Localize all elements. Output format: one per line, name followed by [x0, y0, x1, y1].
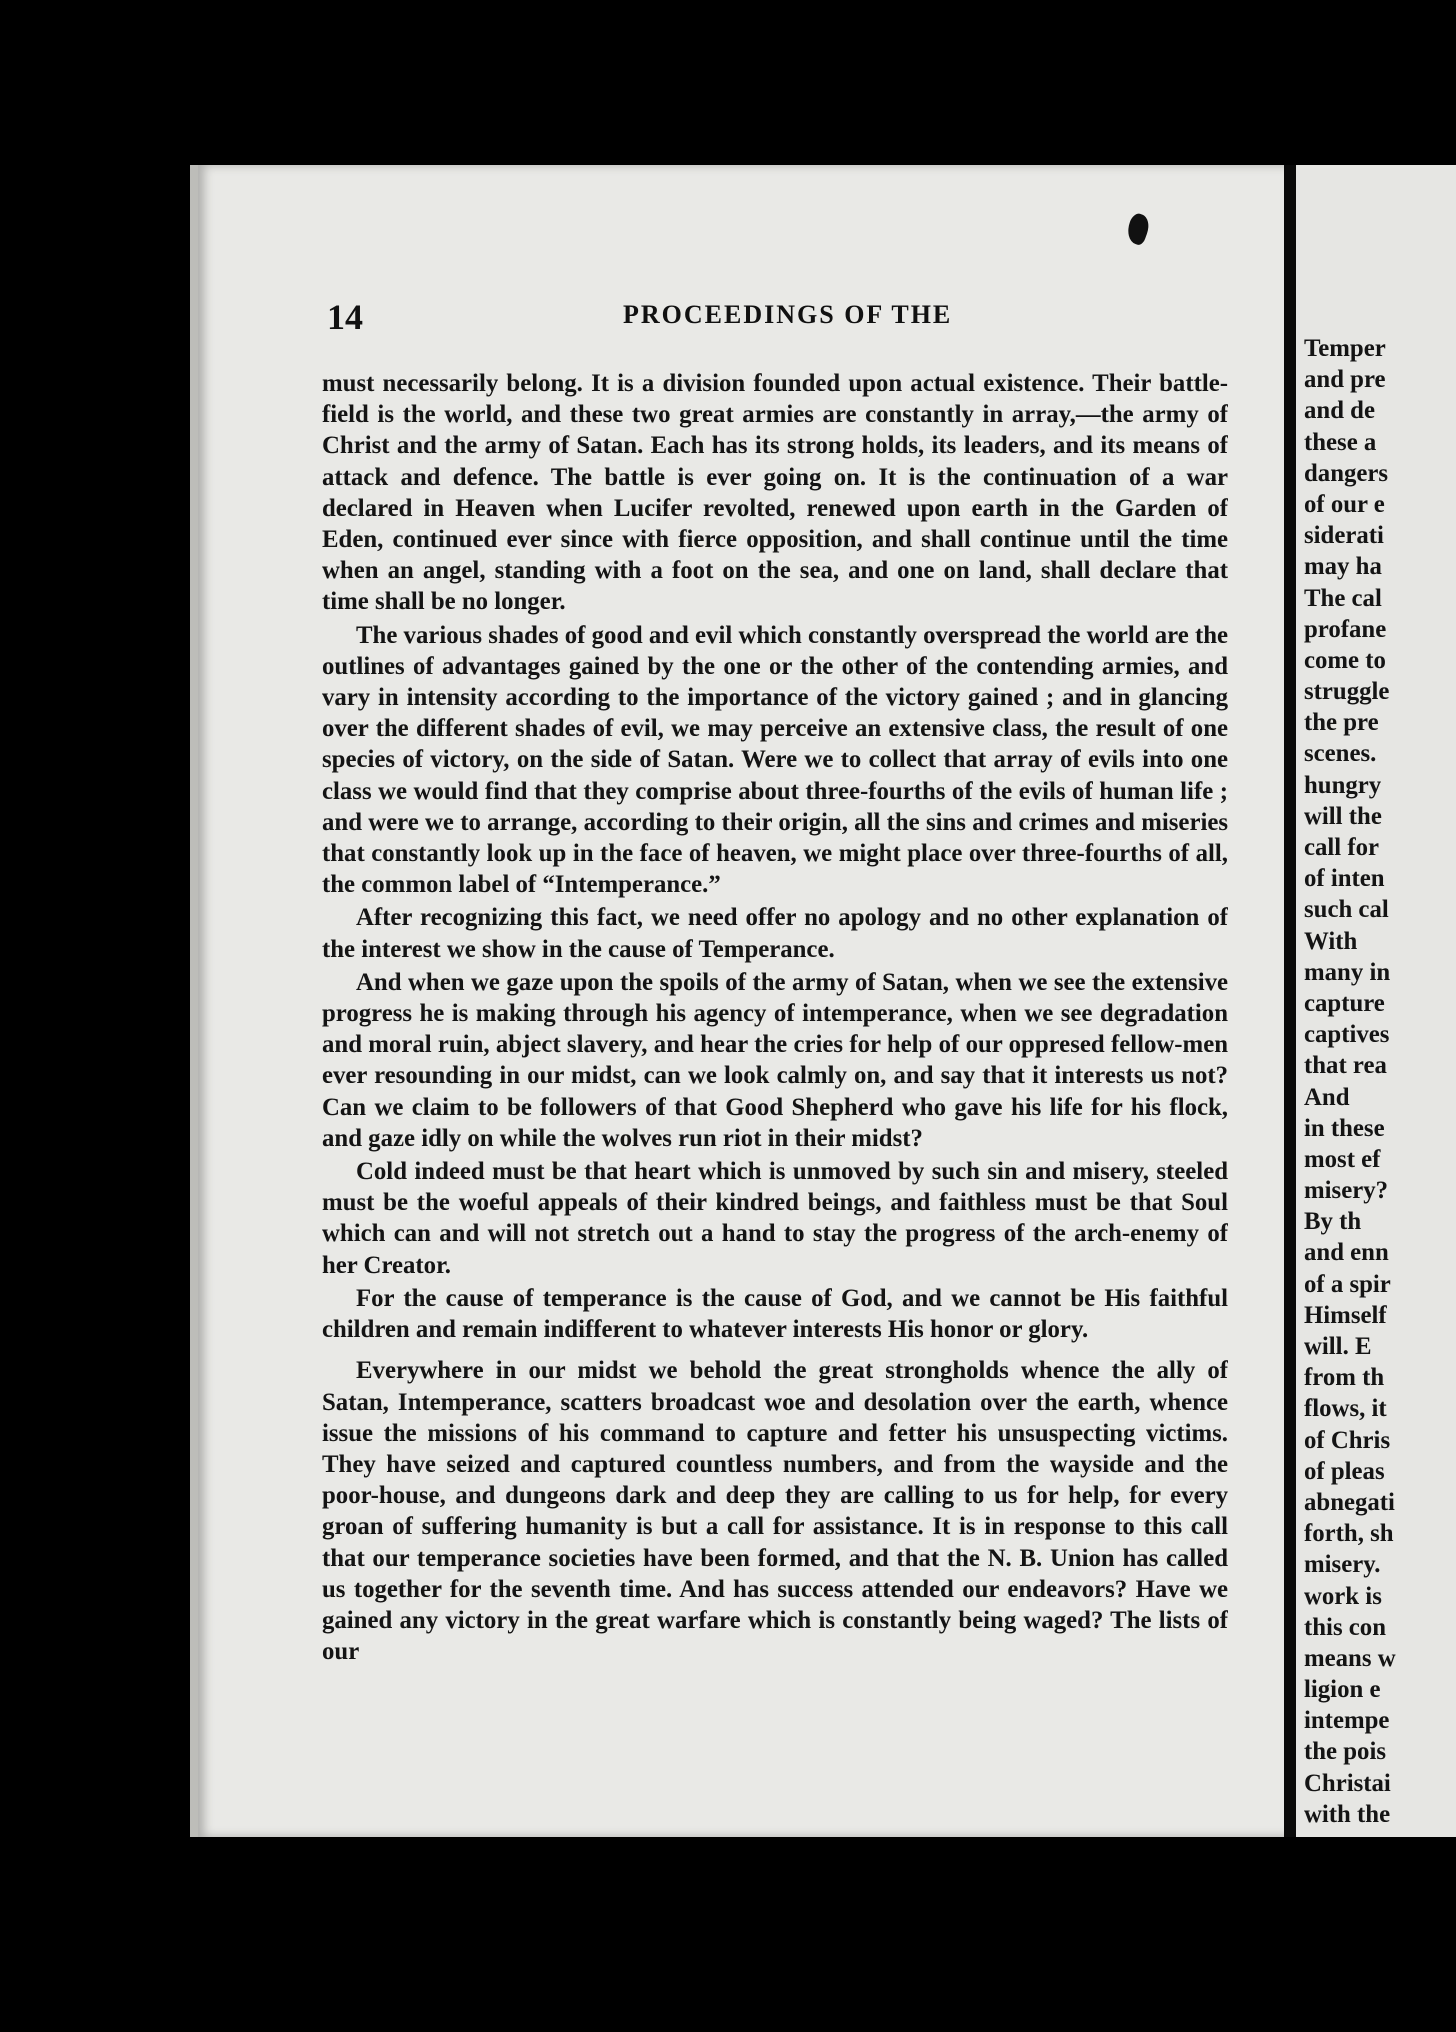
right-page-line: intempe — [1304, 1707, 1390, 1735]
right-page-line: most ef — [1304, 1145, 1381, 1173]
right-page-line: come to — [1304, 646, 1386, 674]
right-page-line: the pre — [1304, 709, 1379, 737]
right-page-line: of Chris — [1304, 1426, 1391, 1454]
right-page-line: abnegati — [1304, 1488, 1395, 1516]
right-page-line: With — [1304, 927, 1358, 955]
right-page-line: misery? — [1304, 1177, 1389, 1205]
right-page-line: such cal — [1304, 896, 1389, 924]
paragraph: Everywhere in our midst we behold the great strongholds whence the ally of Satan, Intemperance, scatters broadcast woe and desolation over the earth, whence issue the missions of his command to capture and fetter his unsuspecting victims. They have seized and captured countless numbers, and from the wayside and the poor-house, and dungeons dark and deep they are calling to us for help, for every groan of suffering humanity is but a call for assistance. It is in response to this call that our temperance societies have been formed, and that the N. B. Union has called us together for the seventh time. And has success attended our endeavors? Have we gained any victory in the great warfare which is constantly being waged? The lists of our — [322, 1357, 1228, 1666]
right-page-line: Himself — [1304, 1301, 1387, 1329]
right-page-line: By th — [1304, 1208, 1362, 1236]
right-page-line: of inten — [1304, 865, 1385, 893]
right-page-line: captives — [1304, 1021, 1390, 1049]
paragraph: Cold indeed must be that heart which is unmoved by such sin and misery, steeled must be the woeful appeals of their kindred beings, and faithless must be that Soul which can and will not stretch out a hand to stay the progress of the arch-enemy of her Creator. — [322, 1158, 1228, 1279]
running-head: PROCEEDINGS OF THE — [623, 300, 953, 329]
right-page-line: in these — [1304, 1114, 1385, 1142]
right-page-line: Temper — [1304, 335, 1386, 362]
right-page-line: with the — [1304, 1800, 1391, 1828]
right-page-line: call for — [1304, 834, 1380, 861]
right-page-line: hungry — [1304, 771, 1382, 799]
right-page-line: Christai — [1304, 1769, 1391, 1797]
right-page-line: many in — [1304, 958, 1391, 986]
right-page-line: forth, sh — [1304, 1520, 1394, 1548]
main-text-column — [322, 368, 1228, 1788]
right-page-line: these a — [1304, 428, 1377, 456]
right-page-line: misery. — [1304, 1551, 1381, 1579]
page-header — [327, 296, 1227, 336]
right-page-line: and enn — [1304, 1239, 1389, 1267]
right-page-line: struggle — [1304, 678, 1390, 706]
paragraph: must necessarily belong. It is a division founded upon actual existence. Their battle-field is the world, and these two great armies are constantly in array,—the army of Christ and the army of Satan. Each has its strong holds, its leaders, and its means of attack and defence. The battle is ever going on. It is the continuation of a war declared in Heaven when Lucifer revolted, renewed upon earth in the Garden of Eden, continued ever since with fierce opposition, and shall continue until the time when an angel, standing with a foot on the sea, and one on land, shall declare that time shall be no longer. — [322, 370, 1228, 616]
right-page-line: And — [1304, 1083, 1350, 1111]
right-page-line: and de — [1304, 397, 1375, 425]
book-gutter — [1284, 165, 1296, 1837]
right-page-line: of a spir — [1304, 1270, 1391, 1298]
right-page-line: dangers — [1304, 459, 1389, 487]
paragraph: For the cause of temperance is the cause of God, and we cannot be His faithful children and remain indifferent to whatever interests His honor or glory. — [322, 1284, 1228, 1344]
right-page-line: may ha — [1304, 553, 1382, 581]
right-page-line: and pre — [1304, 366, 1386, 394]
right-page-line: work is — [1304, 1582, 1382, 1610]
right-page-line: from th — [1304, 1364, 1385, 1392]
right-page-line: of our e — [1304, 490, 1385, 518]
right-page-line: will. E — [1304, 1333, 1372, 1360]
right-page-line: the pois — [1304, 1738, 1386, 1766]
right-page-line: capture — [1304, 989, 1385, 1017]
right-page-line: The cal — [1304, 584, 1382, 612]
right-page-line: of pleas — [1304, 1457, 1385, 1485]
right-page-line: that rea — [1304, 1052, 1387, 1080]
right-page-line: siderati — [1304, 522, 1384, 550]
right-page-line: will the — [1304, 802, 1382, 830]
right-page-line: profane — [1304, 615, 1387, 643]
right-page — [1296, 165, 1456, 1837]
page-number: 14 — [327, 297, 363, 337]
right-page-line: flows, it — [1304, 1395, 1387, 1423]
right-page-line: scenes. — [1304, 740, 1377, 768]
paragraph: And when we gaze upon the spoils of the army of Satan, when we see the extensive progress he is making through his agency of intemperance, when we see degradation and moral ruin, abject slavery, and hear the cries for help of our oppresed fellow-men ever resounding in our midst, can we look calmly on, and say that it interests us not? Can we claim to be followers of that Good Shepherd who gave his life for his flock, and gaze idly on while the wolves run riot in their midst? — [322, 968, 1228, 1152]
paragraph: The various shades of good and evil which constantly overspread the world are the outlines of advantages gained by the one or the other of the contending armies, and vary in intensity according to the importance of the victory gained ; and in glancing over the different shades of evil, we may perceive an extensive class, the result of one species of victory, on the side of Satan. Were we to collect that array of evils into one class we would find that they comprise about three-fourths of the evils of human life ; and were we to arrange, according to their origin, all the sins and crimes and miseries that constantly look up in the face of heaven, we might place over three-fourths of all, the common label of “Intemperance.” — [322, 621, 1228, 899]
right-page-line: ligion e — [1304, 1676, 1381, 1704]
right-page-line: this con — [1304, 1613, 1386, 1641]
right-page-column — [1304, 333, 1456, 1830]
paragraph: After recognizing this fact, we need offer no apology and no other explanation of the interest we show in the cause of Temperance. — [322, 904, 1228, 963]
right-page-line: means w — [1304, 1644, 1396, 1672]
